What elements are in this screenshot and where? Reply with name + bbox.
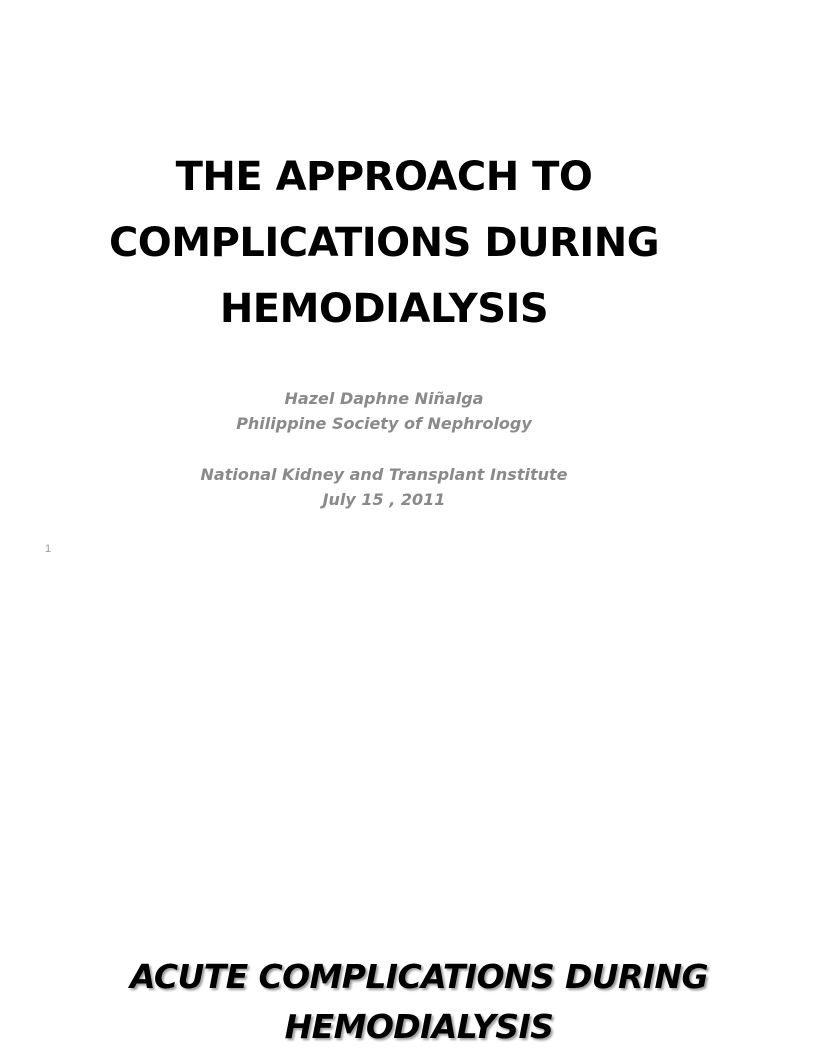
institute-name: National Kidney and Transplant Institute (200, 465, 568, 484)
subtitle-spacer (0, 436, 768, 462)
title-line-3: HEMODIALYSIS (219, 286, 549, 332)
presentation-date: July 15 , 2011 (322, 490, 446, 509)
heading-line-2: HEMODIALYSIS (284, 1007, 554, 1046)
title-line-1: THE APPROACH TO (175, 154, 593, 200)
slide-subtitle (0, 386, 768, 512)
slide-2 (0, 576, 768, 1046)
heading-line-1: ACUTE COMPLICATIONS DURING (130, 957, 708, 996)
slide-title (0, 144, 768, 342)
author-name: Hazel Daphne Niñalga (284, 389, 484, 408)
society-name: Philippine Society of Nephrology (236, 414, 532, 433)
title-line-2: COMPLICATIONS DURING (108, 220, 660, 266)
page-number: 1 (45, 543, 52, 555)
slide-2-heading (0, 952, 838, 1052)
